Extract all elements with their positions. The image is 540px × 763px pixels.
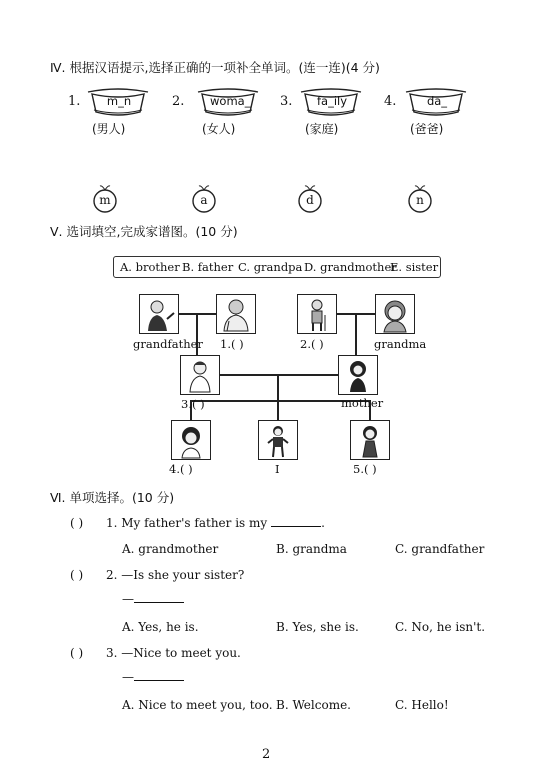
answer-paren[interactable]: ( ) — [70, 516, 84, 530]
word-option: E. sister — [390, 260, 439, 274]
blank-4: 4.( ) — [169, 462, 193, 476]
choice-option[interactable]: A. grandmother — [122, 542, 219, 556]
choice-option[interactable]: A. Yes, he is. — [122, 620, 199, 634]
section-5-title: Ⅴ. 选词填空,完成家谱图。(10 分) — [50, 224, 238, 239]
item-number: 4. — [384, 94, 397, 109]
word-option: C. grandpa — [238, 260, 303, 274]
question-text: 3. —Nice to meet you. — [106, 646, 241, 660]
choice-option[interactable]: C. Hello! — [395, 698, 449, 712]
answer-line[interactable] — [122, 592, 184, 606]
question-stem: 1. My father's father is my . — [106, 516, 325, 530]
word-option: A. brother — [120, 260, 180, 274]
choice-option[interactable]: C. grandfather — [395, 542, 485, 556]
letter-apple[interactable] — [407, 184, 433, 214]
grandpa-portrait — [297, 294, 337, 334]
grandmother-portrait — [216, 294, 256, 334]
item-number: 2. — [172, 94, 185, 109]
tree-line — [355, 313, 357, 355]
answer-line[interactable] — [122, 670, 184, 684]
father-portrait — [180, 355, 220, 395]
basket — [196, 88, 260, 118]
section-4-title: Ⅳ. 根据汉语提示,选择正确的一项补全单词。(连一连)(4 分) — [50, 60, 380, 75]
grandma-portrait — [375, 294, 415, 334]
answer-paren[interactable]: ( ) — [70, 646, 84, 660]
page-number: 2 — [262, 747, 271, 762]
answer-blank[interactable] — [134, 680, 184, 681]
letter-apple[interactable] — [191, 184, 217, 214]
label-mother: mother — [341, 396, 384, 410]
choice-option[interactable]: B. Welcome. — [276, 698, 351, 712]
question-text: 2. —Is she your sister? — [106, 568, 245, 582]
answer-paren[interactable]: ( ) — [70, 568, 84, 582]
dash: — — [122, 592, 134, 606]
tree-line — [277, 374, 279, 400]
blank-2: 2.( ) — [300, 337, 324, 351]
blank-5: 5.( ) — [353, 462, 377, 476]
choice-option[interactable]: B. grandma — [276, 542, 347, 556]
apple-letter: m — [99, 193, 111, 207]
label-grandma: grandma — [374, 337, 427, 351]
question-stem — [106, 568, 244, 582]
incomplete-word: m_n — [106, 94, 132, 108]
item-number: 3. — [280, 94, 293, 109]
question-text: 1. My father's father is my — [106, 516, 268, 530]
sister-portrait — [350, 420, 390, 460]
incomplete-word: fa_ily — [316, 94, 348, 108]
choice-option[interactable]: A. Nice to meet you, too. — [122, 698, 273, 712]
apple-letter: a — [200, 193, 208, 207]
chinese-hint: (爸爸) — [410, 122, 444, 136]
dash: — — [122, 670, 134, 684]
me-portrait — [258, 420, 298, 460]
apple-letter: n — [416, 193, 424, 207]
blank-3: 3.( ) — [181, 397, 205, 411]
grandfather-portrait — [139, 294, 179, 334]
tree-line — [277, 400, 279, 420]
letter-apple[interactable] — [92, 184, 118, 214]
section-6-title: Ⅵ. 单项选择。(10 分) — [50, 490, 175, 505]
item-number: 1. — [68, 94, 81, 109]
basket — [299, 88, 363, 118]
choice-option[interactable]: B. Yes, she is. — [276, 620, 359, 634]
blank-1: 1.( ) — [220, 337, 244, 351]
word-option: D. grandmother — [304, 260, 397, 274]
question-stem — [106, 646, 241, 660]
basket — [86, 88, 150, 118]
chinese-hint: (女人) — [202, 122, 236, 136]
fill-blank[interactable] — [271, 526, 321, 527]
answer-blank[interactable] — [134, 602, 184, 603]
chinese-hint: (男人) — [92, 122, 126, 136]
label-grandfather: grandfather — [133, 337, 203, 351]
incomplete-word: da_ — [426, 94, 448, 108]
word-option: B. father — [182, 260, 234, 274]
brother-portrait — [171, 420, 211, 460]
basket — [404, 88, 468, 118]
incomplete-word: woma_ — [210, 94, 251, 108]
letter-apple[interactable] — [297, 184, 323, 214]
mother-portrait — [338, 355, 378, 395]
apple-letter: d — [306, 193, 314, 207]
word-bank — [113, 256, 441, 278]
choice-option[interactable]: C. No, he isn't. — [395, 620, 486, 634]
label-me: I — [275, 462, 280, 476]
chinese-hint: (家庭) — [305, 122, 339, 136]
